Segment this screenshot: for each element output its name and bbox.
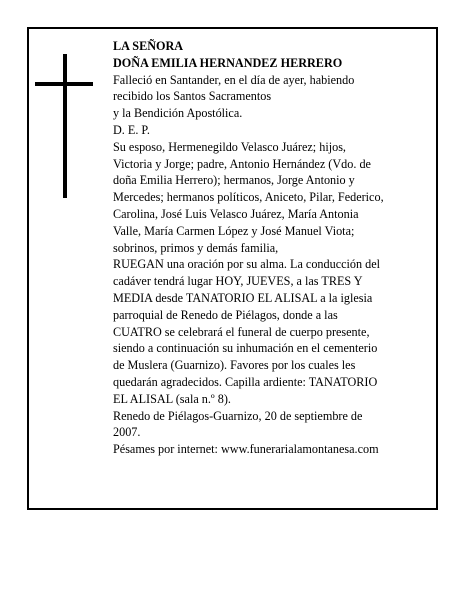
text-line: parroquial de Renedo de Piélagos, donde a las xyxy=(113,307,338,322)
text-line: siendo a continuación su inhumación en el cementerio xyxy=(113,341,378,356)
text-line: Valle, María Carmen López y José Manuel Viota; xyxy=(113,223,355,238)
text-line: quedarán agradecidos. Capilla ardiente: TANATORIO xyxy=(113,374,378,389)
text-line: 2007. xyxy=(113,425,141,440)
text-line: MEDIA desde TANATORIO EL ALISAL a la iglesia xyxy=(113,290,373,305)
text-line: de Muslera (Guarnizo). Favores por los cuales les xyxy=(113,358,356,373)
text-line: EL ALISAL (sala n.º 8). xyxy=(113,391,231,406)
text-line: CUATRO se celebrará el funeral de cuerpo presente, xyxy=(113,324,370,339)
deceased-name: DOÑA EMILIA HERNANDEZ HERRERO xyxy=(113,55,343,70)
cross-icon xyxy=(35,54,93,198)
text-line: Falleció en Santander, en el día de ayer, habiendo xyxy=(113,72,355,87)
text-line: y la Bendición Apostólica. xyxy=(113,106,243,121)
text-line: Su esposo, Hermenegildo Velasco Juárez; hijos, xyxy=(113,139,346,154)
text-line: Mercedes; hermanos políticos, Aniceto, Pilar, Federico, xyxy=(113,190,384,205)
text-line: cadáver tendrá lugar HOY, JUEVES, a las TRES Y xyxy=(113,274,363,289)
obituary-text xyxy=(113,38,431,458)
deceased-title: LA SEÑORA xyxy=(113,39,184,53)
text-line: doña Emilia Herrero); hermanos, Jorge Antonio y xyxy=(113,173,355,188)
text-line: Renedo de Piélagos-Guarnizo, 20 de septiembre de xyxy=(113,408,363,423)
text-line: RUEGAN una oración por su alma. La conducción del xyxy=(113,257,381,272)
text-line: Carolina, José Luis Velasco Juárez, María Antonia xyxy=(113,206,359,221)
text-line: Pésames por internet: www.funerarialamontanesa.com xyxy=(113,442,379,457)
text-line: Victoria y Jorge; padre, Antonio Hernández (Vdo. de xyxy=(113,156,371,171)
text-line: sobrinos, primos y demás familia, xyxy=(113,240,279,255)
text-line: D. E. P. xyxy=(113,122,150,137)
text-line: recibido los Santos Sacramentos xyxy=(113,89,272,104)
